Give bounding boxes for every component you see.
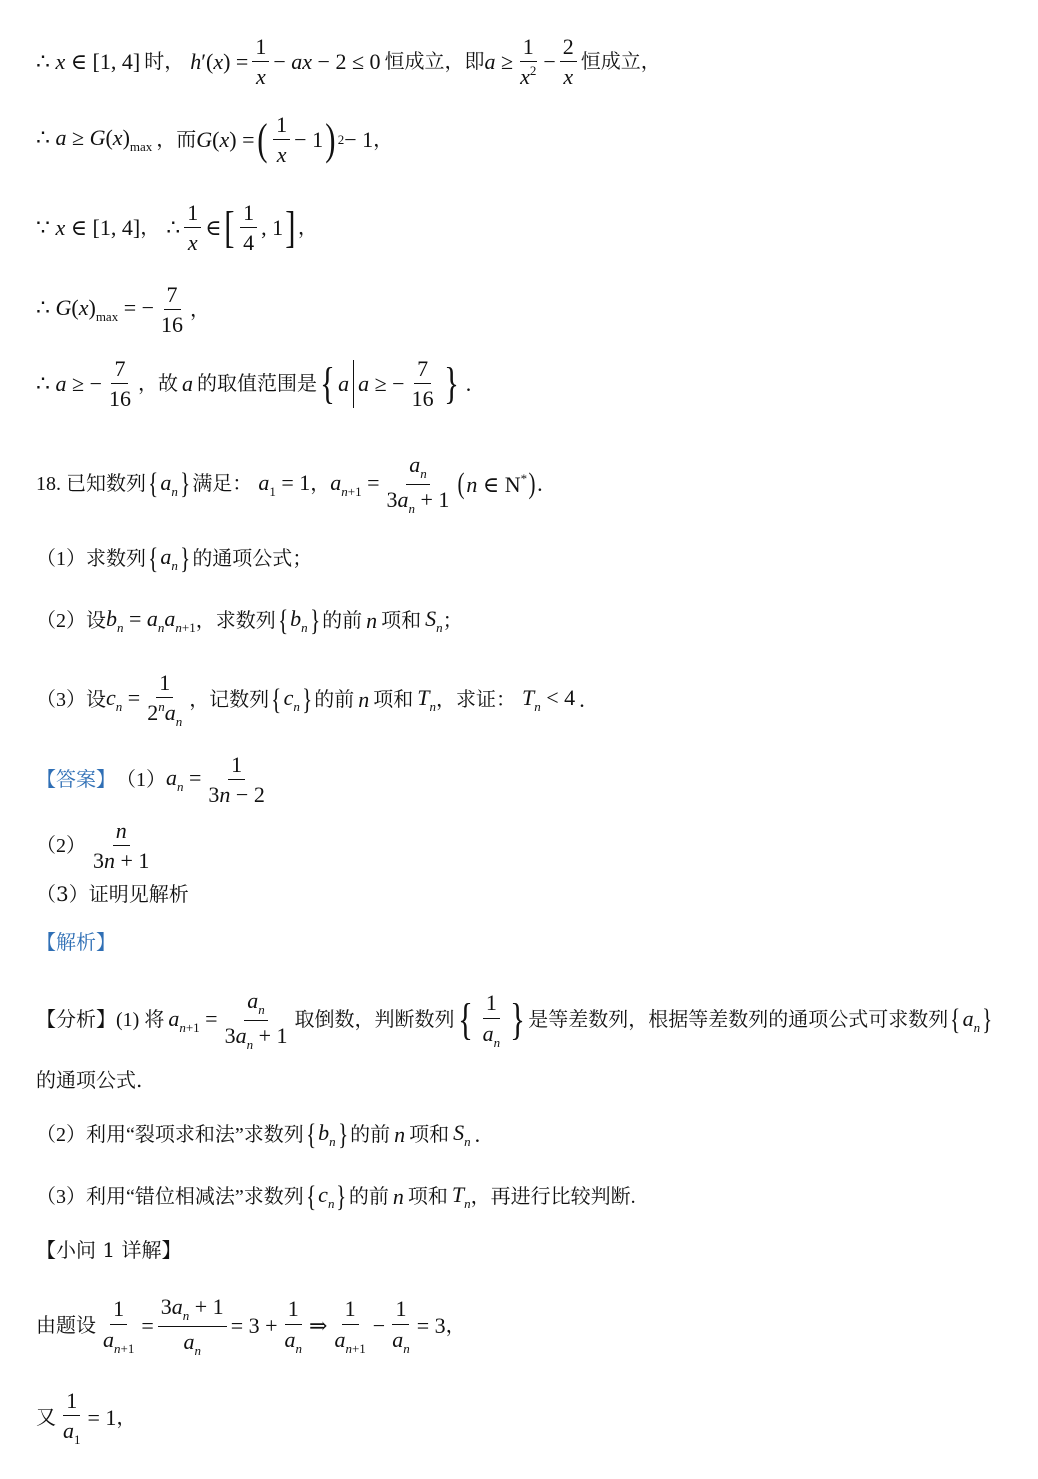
question-18-part-3: （3）设 $c_n$ = $\frac{1}{2^na_n}$ ，记数列 { $c_n$ } 的前 n 项和 $T_n$ ，求证： $T_n < 4$ .	[36, 670, 585, 730]
answer-1: 【答案】 （1） $a_n$ = $\frac{1}{3n - 2}$	[36, 752, 265, 808]
line-gmax-value: ∴ $G(x)_{max}$ = − $\frac{7}{16}$ ，	[36, 282, 211, 338]
line-a-range: ∴ a ≥ − $\frac{7}{16}$ ，故 a 的取值范围是 { a a ≥ − $\frac{7}{16}$ } .	[36, 356, 472, 412]
line-hprime-condition: ∴ x ∈ [1, 4] 时， h′(x) = $\frac{1}{x}$ − ax − 2 ≤ 0 恒成立，即 a ≥ $\frac{1}{x^2}$ − $\frac{2}{x}$ 恒成立，	[36, 34, 661, 90]
analysis-point-1-cont: 的通项公式.	[36, 1068, 143, 1092]
answer-2: （2） $\frac{n}{3n + 1}$	[36, 818, 150, 874]
solution-step-1: 由题设 $\frac{1}{a_{n+1}}$ = $\frac{3a_n + 1}{a_n}$ = 3 + $\frac{1}{a_n}$ ⇒ $\frac{1}{a_{n+1}}$ − $\frac{1}{a_n}$ = 3 ，	[36, 1294, 466, 1358]
analysis-point-2: （2）利用“裂项求和法”求数列 { $b_n$ } 的前 n 项和 $S_n$ .	[36, 1118, 481, 1151]
question-18-part-1: （1）求数列 { $a_n$ } 的通项公式；	[36, 542, 313, 575]
answer-3: （3）证明见解析	[36, 882, 189, 906]
line-x-range: ∵ x ∈ [1, 4] ， ∴ $\frac{1}{x}$ ∈ [ $\frac{1}{4}$ , 1 ] ，	[36, 200, 318, 256]
analysis-tag-line	[36, 930, 1018, 954]
subquestion-1-heading: 【小问 1 详解】	[36, 1238, 182, 1262]
question-18-part-2: （2）设 $b_n = a_na_{n+1}$ ，求数列 { $b_n$ } 的前 n 项和 $S_n$ ；	[36, 604, 463, 637]
solution-step-2: 又 $\frac{1}{a_1}$ = 1 ，	[36, 1388, 137, 1448]
line-gmax: ∴ $a \ge G(x)_{max}$ ，而 G(x) = ( $\frac{1}{x}$ − 1 ) 2 − 1 ，	[36, 112, 394, 168]
analysis-point-1: 【分析】 (1) 将 $a_{n+1}$ = $\frac{a_n}{3a_n + 1}$ 取倒数，判断数列 { $\frac{1}{a_n}$ } 是等差数列，根据等差数列的通项公式可求数列 { $a_n$ }	[36, 988, 993, 1052]
analysis-tag: 【解析】	[36, 930, 116, 954]
analysis-point-3: （3）利用“错位相减法”求数列 { $c_n$ } 的前 n 项和 $T_n$ ，再进行比较判断.	[36, 1180, 636, 1213]
question-18: 18. 已知数列 { $a_n$ } 满足： $a_1 = 1$ ， $a_{n+1}$ = $\frac{a_n}{3a_n + 1}$ ( n ∈ N* ) .	[36, 452, 543, 516]
answer-tag: 【答案】	[36, 768, 116, 791]
